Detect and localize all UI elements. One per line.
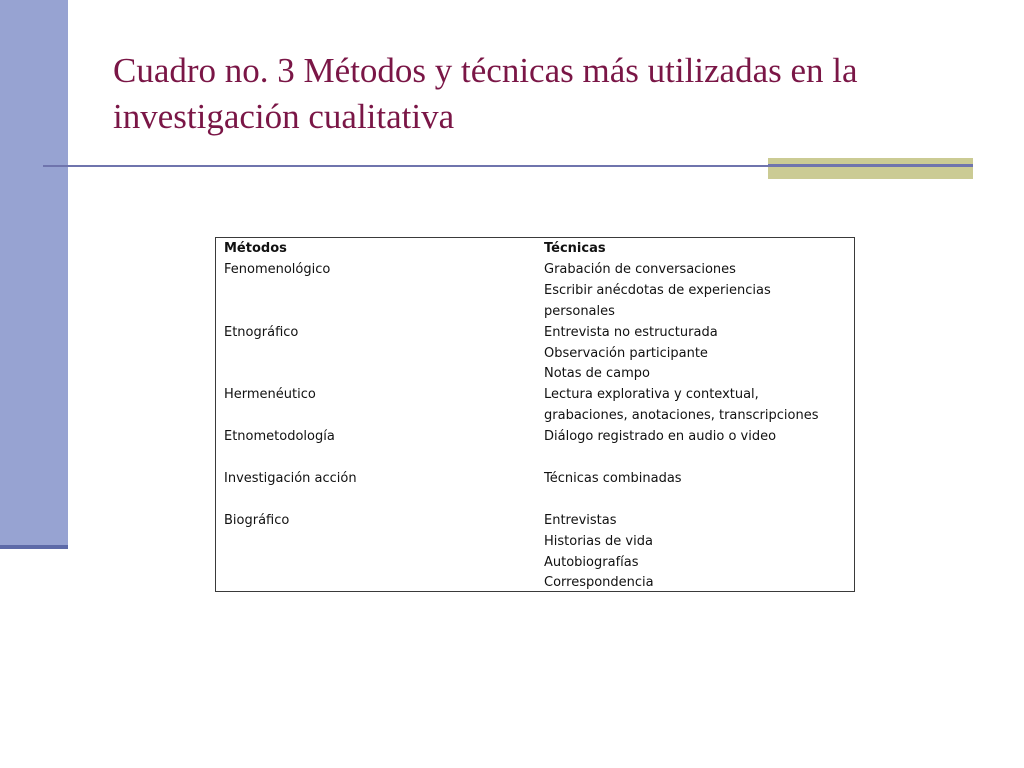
sidebar-accent-bar (0, 0, 68, 545)
title-accent-line (768, 164, 973, 167)
technique-cell: Historias de vida (544, 533, 653, 549)
table-row (224, 511, 849, 532)
table-row (224, 573, 849, 594)
header-techniques: Técnicas (544, 241, 606, 256)
method-cell (224, 302, 544, 323)
method-cell (224, 406, 544, 427)
header-methods: Métodos (224, 241, 287, 256)
sidebar-accent-shadow (0, 545, 68, 549)
table-row (224, 344, 849, 365)
method-cell (224, 553, 544, 574)
table-row (224, 553, 849, 574)
technique-cell: Lectura explorativa y contextual, (544, 387, 759, 403)
table-row (224, 323, 849, 344)
technique-cell: Observación participante (544, 345, 708, 361)
methods-techniques-table (224, 239, 849, 594)
technique-cell (544, 448, 849, 469)
method-cell: Etnográfico (224, 324, 299, 340)
method-cell (224, 490, 544, 511)
table-row (224, 364, 849, 385)
methods-table-box (215, 237, 855, 592)
technique-cell: Notas de campo (544, 366, 651, 382)
technique-cell: Técnicas combinadas (544, 470, 682, 486)
slide-title-line-2: investigación cualitativa (113, 97, 455, 136)
method-cell: Hermenéutico (224, 387, 316, 403)
table-row (224, 532, 849, 553)
table-row (224, 302, 849, 323)
technique-cell: Entrevista no estructurada (544, 324, 718, 340)
title-accent-block (768, 158, 973, 179)
method-cell (224, 344, 544, 365)
slide-title (113, 48, 993, 140)
method-cell: Investigación acción (224, 470, 357, 486)
table-row (224, 448, 849, 469)
slide-title-line-1: Cuadro no. 3 Métodos y técnicas más utilizadas en la (113, 51, 858, 90)
method-cell (224, 532, 544, 553)
method-cell (224, 281, 544, 302)
technique-cell: grabaciones, anotaciones, transcripciones (544, 408, 819, 424)
technique-cell: Diálogo registrado en audio o video (544, 429, 777, 445)
method-cell: Fenomenológico (224, 261, 331, 277)
table-row (224, 427, 849, 448)
table-header-row (224, 239, 849, 260)
table-row (224, 406, 849, 427)
method-cell (224, 448, 544, 469)
table-row (224, 490, 849, 511)
technique-cell: personales (544, 303, 615, 319)
technique-cell: Autobiografías (544, 554, 639, 570)
technique-cell (544, 490, 849, 511)
method-cell: Etnometodología (224, 429, 335, 445)
technique-cell: Correspondencia (544, 575, 654, 591)
technique-cell: Entrevistas (544, 512, 617, 528)
table-row (224, 385, 849, 406)
table-row (224, 281, 849, 302)
method-cell (224, 364, 544, 385)
method-cell (224, 573, 544, 594)
method-cell: Biográfico (224, 512, 290, 528)
technique-cell: Escribir anécdotas de experiencias (544, 282, 771, 298)
table-row (224, 260, 849, 281)
technique-cell: Grabación de conversaciones (544, 261, 736, 277)
table-row (224, 469, 849, 490)
